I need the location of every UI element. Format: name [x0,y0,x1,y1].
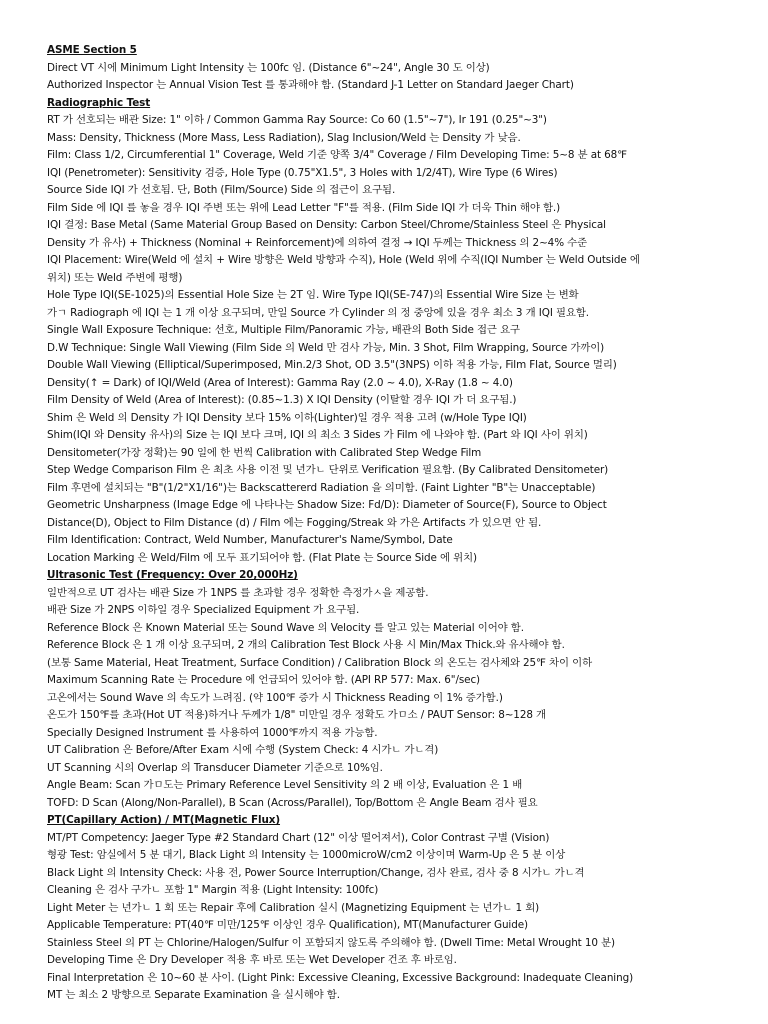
text-line: RT 가 선호되는 배관 Size: 1" 이하 / Common Gamma Ray Source: Co 60 (1.5"~7"), Ir 191 (0.25"~3") [47,114,547,126]
text-line: Film 후면에 설치되는 "B"(1/2"X1/16")는 Backscattererd Radiation 을 의미함. (Faint Lighter "B"는 Unacceptable) [47,481,596,494]
text-line: Double Wall Viewing (Elliptical/Superimposed, Min.2/3 Shot, OD 3.5"(3NPS) 이하 적용 가능, Film Flat, Source 멀리) [47,359,617,371]
section-heading: Radiographic Test [47,96,151,109]
text-line: UT Scanning 시의 Overlap 의 Transducer Diameter 기준으로 10%임. [47,761,383,774]
text-line: Film Side 에 IQI 를 놓을 경우 IQI 주변 또는 위에 Lead Letter "F"를 적용. (Film Side IQI 가 더욱 Thin 해야 함.) [47,201,561,214]
text-line: Mass: Density, Thickness (More Mass, Less Radiation), Slag Inclusion/Weld 는 Density 가 낮음. [47,131,521,144]
text-line: Applicable Temperature: PT(40℉ 미만/125℉ 이상인 경우 Qualification), MT(Manufacturer Guide) [47,919,528,931]
text-line: 가ㄱ Radiograph 에 IQI 는 1 개 이상 요구되며, 만일 Source 가 Cylinder 의 정 중앙에 있을 경우 최소 3 개 IQI 필요함. [47,306,590,319]
text-line: Film: Class 1/2, Circumferential 1" Coverage, Weld 기준 양쪽 3/4" Coverage / Film Developing Time: 5~8 분 at 68℉ [47,149,627,161]
text-line: Distance(D), Object to Film Distance (d) / Film 에는 Fogging/Streak 와 가은 Artifacts 가 있으면 안 됨. [47,516,542,529]
text-line: Densitometer(가장 정확)는 90 일에 한 번씩 Calibration with Calibrated Step Wedge Film [47,446,482,459]
text-line: Reference Block 은 1 개 이상 요구되며, 2 개의 Calibration Test Block 사용 시 Min/Max Thick.와 유사해야 함. [47,639,565,651]
text-line: Density(↑ = Dark) of IQI/Weld (Area of Interest): Gamma Ray (2.0 ~ 4.0), X-Ray (1.8 ~ 4.0) [47,376,513,389]
text-line: Film Identification: Contract, Weld Number, Manufacturer's Name/Symbol, Date [47,534,453,546]
text-line: MT 는 최소 2 방향으로 Separate Examination 을 실시해야 함. [47,989,340,1001]
document-page [47,42,759,1005]
text-line: Angle Beam: Scan 가ㅁ도는 Primary Reference Level Sensitivity 의 2 배 이상, Evaluation 은 1 배 [47,779,523,791]
text-line: MT/PT Competency: Jaeger Type #2 Standard Chart (12" 이상 떨어져서), Color Contrast 구별 (Vision) [47,831,550,844]
text-line: (보통 Same Material, Heat Treatment, Surface Condition) / Calibration Block 의 온도는 검사체와 25℉ 차이 이하 [47,656,593,669]
text-line: Density 가 유사) + Thickness (Nominal + Reinforcement)에 의하여 결정 → IQI 두께는 Thickness 의 2~4% 수준 [47,236,588,249]
section-heading: Ultrasonic Test (Frequency: Over 20,000Hz) [47,569,298,581]
text-line: Geometric Unsharpness (Image Edge 에 나타나는 Shadow Size: Fd/D): Diameter of Source(F), Source to Object [47,499,607,511]
section-heading: PT(Capillary Action) / MT(Magnetic Flux) [47,814,281,826]
text-line: IQI (Penetrometer): Sensitivity 검증, Hole Type (0.75"X1.5", 3 Holes with 1/2/4T), Wire Type (6 Wires) [47,166,558,179]
text-line: Light Meter 는 년가ㄴ 1 회 또는 Repair 후에 Calibration 실시 (Magnetizing Equipment 는 년가ㄴ 1 회) [47,901,540,914]
text-line: 온도가 150℉를 초과(Hot UT 적용)하거나 두께가 1/8" 미만일 경우 정확도 가ㅁ소 / PAUT Sensor: 8~128 개 [47,709,546,721]
text-line: Stainless Steel 의 PT 는 Chlorine/Halogen/Sulfur 이 포함되지 않도록 주의해야 함. (Dwell Time: Metal Wrought 10 분) [47,936,615,949]
text-line: Shim 은 Weld 의 Density 가 IQI Density 보다 15% 이하(Lighter)일 경우 적용 고려 (w/Hole Type IQI) [47,411,527,424]
text-line: 형광 Test: 암실에서 5 분 대기, Black Light 의 Intensity 는 1000microW/cm2 이상이며 Warm-Up 은 5 분 이상 [47,849,566,861]
text-line: 고온에서는 Sound Wave 의 속도가 느려짐. (약 100℉ 증가 시 Thickness Reading 이 1% 증가함.) [47,691,503,704]
text-line: Hole Type IQI(SE-1025)의 Essential Hole Size 는 2T 임. Wire Type IQI(SE-747)의 Essential Wire Size 는 변화 [47,289,579,301]
text-line: Developing Time 은 Dry Developer 적용 후 바로 또는 Wet Developer 건조 후 바로임. [47,954,457,966]
text-line: UT Calibration 은 Before/After Exam 시에 수행 (System Check: 4 시가ㄴ 가ㄴ격) [47,744,439,756]
text-line: D.W Technique: Single Wall Viewing (Film Side 의 Weld 만 검사 가능, Min. 3 Shot, Film Wrapping, Source 가까이) [47,341,605,354]
text-line: Shim(IQI 와 Density 유사)의 Size 는 IQI 보다 크며, IQI 의 최소 3 Sides 가 Film 에 나와야 함. (Part 와 IQI 사이 위치) [47,429,588,441]
text-line: Final Interpretation 은 10~60 분 사이. (Light Pink: Excessive Cleaning, Excessive Background: Inadequate Cleaning) [47,971,634,984]
text-line: 위치) 또는 Weld 주변에 평행) [47,271,183,284]
text-line: Single Wall Exposure Technique: 선호, Multiple Film/Panoramic 가능, 배관의 Both Side 접근 요구 [47,324,520,336]
text-line: Reference Block 은 Known Material 또는 Sound Wave 의 Velocity 를 알고 있는 Material 이어야 함. [47,621,524,634]
text-line: 배관 Size 가 2NPS 이하일 경우 Specialized Equipment 가 요구됨. [47,604,360,616]
text-line: Maximum Scanning Rate 는 Procedure 에 언급되어 있어야 함. (API RP 577: Max. 6"/sec) [47,674,481,686]
text-line: Film Density of Weld (Area of Interest): (0.85~1.3) X IQI Density (이탈할 경우 IQI 가 더 요구됨.) [47,394,517,406]
text-line: Source Side IQI 가 선호됨. 단, Both (Film/Source) Side 의 접근이 요구됨. [47,184,396,196]
section-heading: ASME Section 5 [47,44,137,56]
text-line: Direct VT 시에 Minimum Light Intensity 는 100fc 임. (Distance 6"~24", Angle 30 도 이상) [47,61,490,74]
text-line: Black Light 의 Intensity Check: 사용 전, Power Source Interruption/Change, 검사 완료, 검사 중 8 시가ㄴ 가ㄴ격 [47,866,585,879]
text-line: Location Marking 은 Weld/Film 에 모두 표기되어야 함. (Flat Plate 는 Source Side 에 위치) [47,551,478,564]
text-line: IQI 결정: Base Metal (Same Material Group Based on Density: Carbon Steel/Chrome/Stainless Steel 은 Physical [47,219,606,231]
text-line: Specially Designed Instrument 를 사용하여 1000℉까지 적용 가능함. [47,726,378,739]
text-line: TOFD: D Scan (Along/Non-Parallel), B Scan (Across/Parallel), Top/Bottom 은 Angle Beam 검사 필요 [47,796,538,809]
text-line: Step Wedge Comparison Film 은 최초 사용 이전 및 년가ㄴ 단위로 Verification 필요함. (By Calibrated Densitometer) [47,464,609,476]
text-line: Authorized Inspector 는 Annual Vision Test 를 통과해야 함. (Standard J-1 Letter on Standard Jaeger Chart) [47,79,574,91]
text-line: Cleaning 은 검사 구가ㄴ 포함 1" Margin 적용 (Light Intensity: 100fc) [47,884,379,896]
text-line: IQI Placement: Wire(Weld 에 설치 + Wire 방향은 Weld 방향과 수직), Hole (Weld 위에 수직(IQI Number 는 Weld Outside 에 [47,254,640,266]
text-line: 일반적으로 UT 검사는 배관 Size 가 1NPS 를 초과할 경우 정확한 측정가ㅅ을 제공함. [47,586,429,599]
